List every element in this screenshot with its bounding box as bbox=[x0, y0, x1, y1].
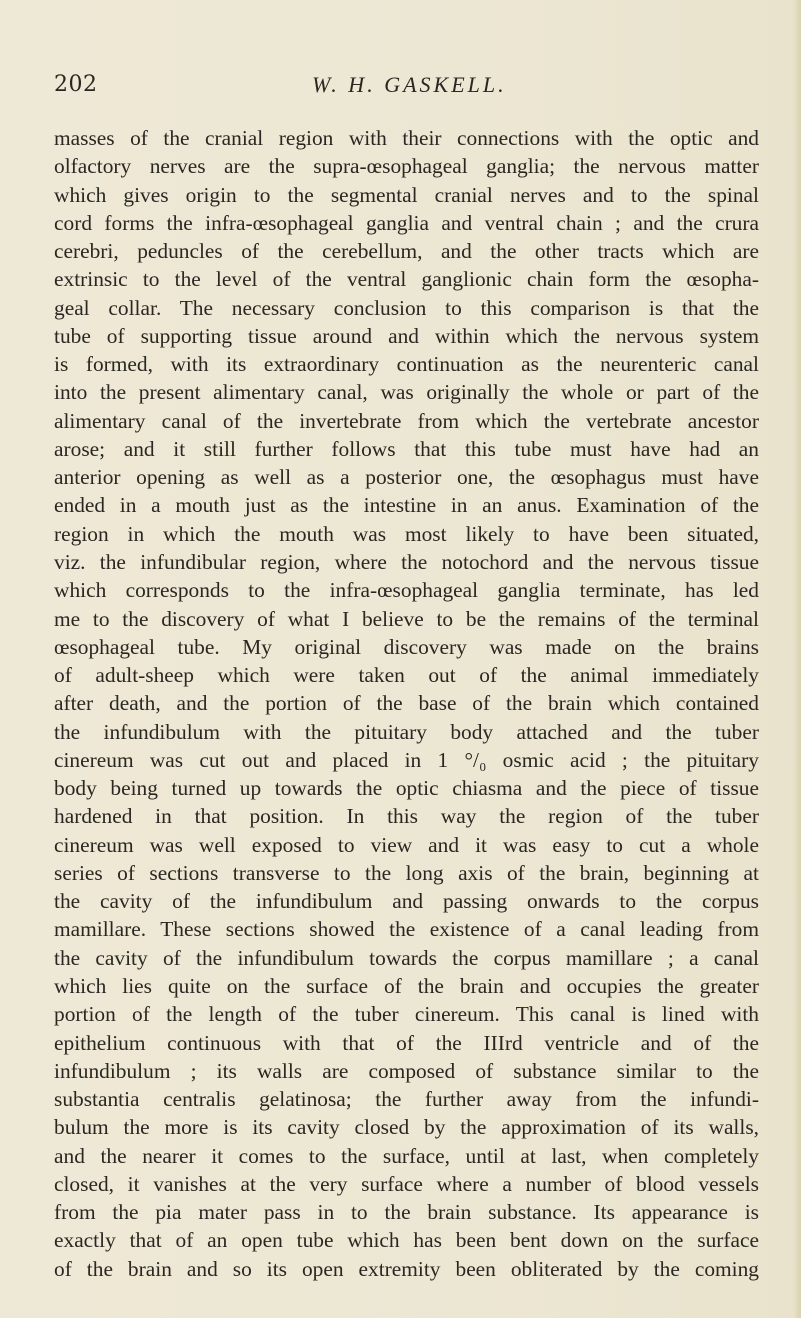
text-line: which corresponds to the infra-œsophageal ganglia terminate, has led bbox=[54, 578, 759, 603]
text-line: body being turned up towards the optic chiasma and the piece of tissue bbox=[54, 776, 759, 801]
text-line: cerebri, peduncles of the cerebellum, and the other tracts which are bbox=[54, 239, 759, 264]
text-line: substantia centralis gelatinosa; the further away from the infundi- bbox=[54, 1087, 759, 1112]
text-line: infundibulum ; its walls are composed of substance similar to the bbox=[54, 1058, 759, 1083]
text-line: cord forms the infra-œsophageal ganglia and ventral chain ; and the crura bbox=[54, 210, 759, 235]
text-line: which gives origin to the segmental cranial nerves and to the spinal bbox=[54, 182, 759, 207]
text-line: viz. the infundibular region, where the notochord and the nervous tissue bbox=[54, 549, 759, 574]
text-line: mamillare. These sections showed the existence of a canal leading from bbox=[54, 917, 759, 942]
text-line: extrinsic to the level of the ventral ganglionic chain form the œsopha- bbox=[54, 267, 759, 292]
text-line: after death, and the portion of the base of the brain which contained bbox=[54, 691, 759, 716]
text-line: exactly that of an open tube which has been bent down on the surface bbox=[54, 1228, 759, 1253]
running-head bbox=[54, 72, 759, 102]
text-line: me to the discovery of what I believe to be the remains of the terminal bbox=[54, 606, 759, 631]
page-edge-shadow bbox=[793, 0, 801, 1318]
text-line: series of sections transverse to the long axis of the brain, beginning at bbox=[54, 860, 759, 885]
text-line: into the present alimentary canal, was originally the whole or part of the bbox=[54, 380, 759, 405]
text-line: olfactory nerves are the supra-œsophageal ganglia; the nervous matter bbox=[54, 154, 759, 179]
body-text bbox=[54, 124, 759, 1283]
text-line: ended in a mouth just as the intestine in an anus. Examination of the bbox=[54, 493, 759, 518]
text-line: œsophageal tube. My original discovery was made on the brains bbox=[54, 634, 759, 659]
text-line: of the brain and so its open extremity been obliterated by the coming bbox=[54, 1256, 759, 1281]
text-line: region in which the mouth was most likely to have been situated, bbox=[54, 521, 759, 546]
text-line: alimentary canal of the invertebrate from which the vertebrate ancestor bbox=[54, 408, 759, 433]
text-line: the cavity of the infundibulum and passing onwards to the corpus bbox=[54, 889, 759, 914]
running-head-author: W. H. GASKELL. bbox=[312, 72, 507, 97]
text-line: cinereum was cut out and placed in 1 °/₀ osmic acid ; the pituitary bbox=[54, 747, 759, 772]
text-line: epithelium continuous with that of the IIIrd ventricle and of the bbox=[54, 1030, 759, 1055]
text-line: is formed, with its extraordinary continuation as the neurenteric canal bbox=[54, 352, 759, 377]
text-line: the infundibulum with the pituitary body attached and the tuber bbox=[54, 719, 759, 744]
text-line: masses of the cranial region with their connections with the optic and bbox=[54, 126, 759, 150]
text-line: which lies quite on the surface of the brain and occupies the greater bbox=[54, 973, 759, 998]
text-line: hardened in that position. In this way the region of the tuber bbox=[54, 804, 759, 829]
text-line: cinereum was well exposed to view and it was easy to cut a whole bbox=[54, 832, 759, 857]
text-line: of adult-sheep which were taken out of the animal immediately bbox=[54, 663, 759, 688]
page-number: 202 bbox=[54, 72, 98, 97]
text-line: tube of supporting tissue around and within which the nervous system bbox=[54, 323, 759, 348]
text-line: and the nearer it comes to the surface, until at last, when completely bbox=[54, 1143, 759, 1168]
text-line: portion of the length of the tuber cinereum. This canal is lined with bbox=[54, 1002, 759, 1027]
text-line: geal collar. The necessary conclusion to this comparison is that the bbox=[54, 295, 759, 320]
text-line: anterior opening as well as a posterior one, the œsophagus must have bbox=[54, 465, 759, 490]
text-line: the cavity of the infundibulum towards the corpus mamillare ; a canal bbox=[54, 945, 759, 970]
text-line: closed, it vanishes at the very surface where a number of blood vessels bbox=[54, 1171, 759, 1196]
text-line: arose; and it still further follows that this tube must have had an bbox=[54, 436, 759, 461]
text-line: from the pia mater pass in to the brain substance. Its appearance is bbox=[54, 1200, 759, 1225]
text-line: bulum the more is its cavity closed by the approximation of its walls, bbox=[54, 1115, 759, 1140]
